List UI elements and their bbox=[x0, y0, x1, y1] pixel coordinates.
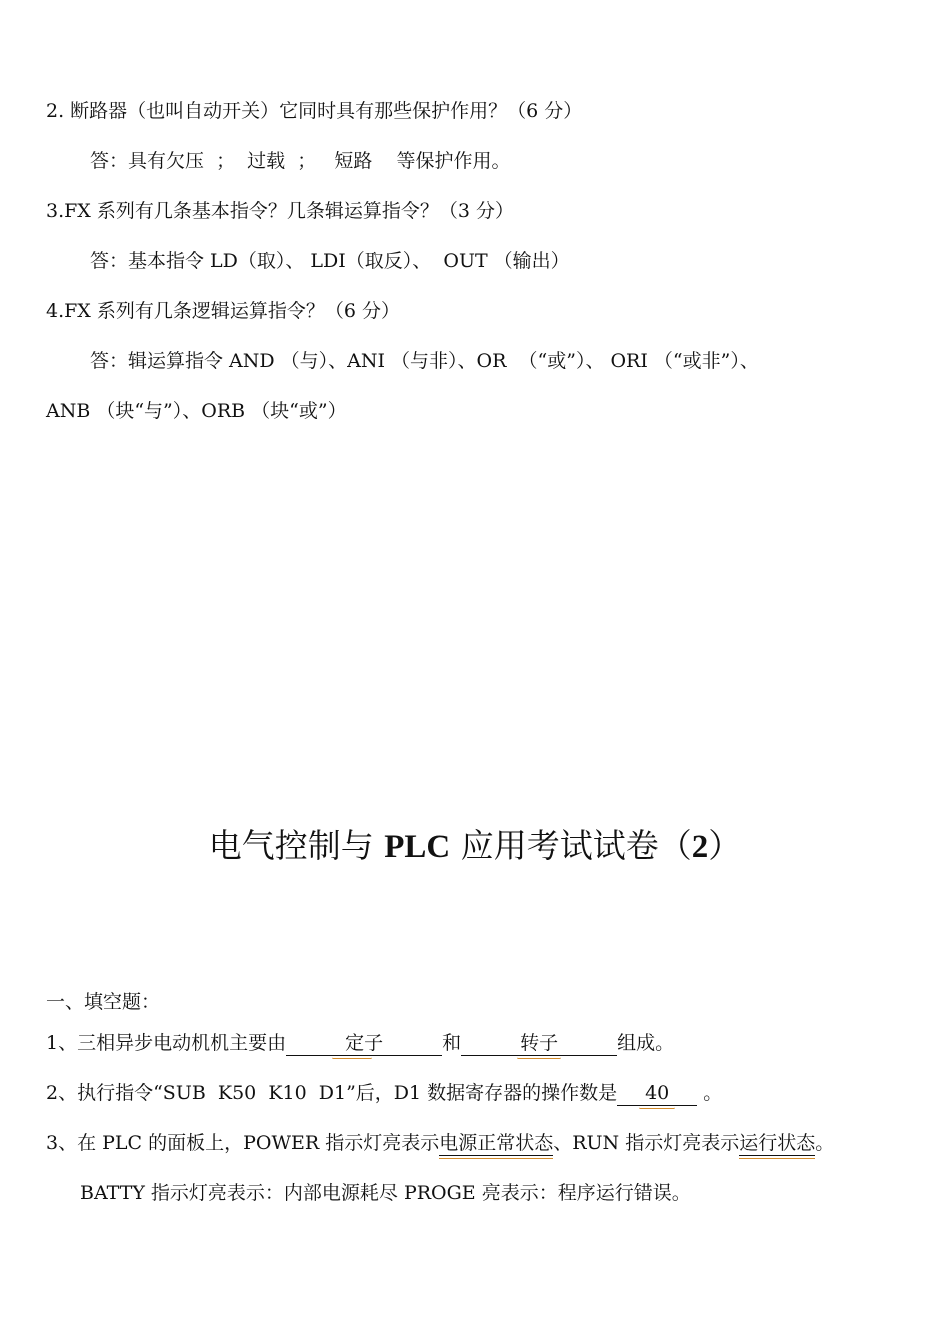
fill-blank-rotor bbox=[461, 1031, 617, 1056]
fill-item-3-text: 3、在 PLC 的面板上，POWER 指示灯亮表示 bbox=[46, 1132, 440, 1154]
fill-blank-operand-text: 40 bbox=[645, 1082, 670, 1104]
fill-item-3-post: 。 bbox=[815, 1132, 835, 1154]
fill-item-3-mid: 、RUN 指示灯亮表示 bbox=[553, 1132, 740, 1154]
fill-item-1-text: 1、三相异步电动机机主要由 bbox=[46, 1032, 287, 1054]
answer-4-line2: ANB （块“与”）、ORB （块“或”） bbox=[46, 400, 347, 422]
answer-3: 答：基本指令 LD（取）、 LDI（取反）、 OUT （输出） bbox=[90, 250, 570, 272]
section-heading: 一、填空题： bbox=[46, 991, 161, 1013]
title-number: 2 bbox=[691, 829, 709, 865]
fill-item-1-mid: 和 bbox=[442, 1032, 462, 1054]
fill-item-1-post: 组成。 bbox=[617, 1032, 675, 1054]
fill-item-1 bbox=[46, 1031, 674, 1056]
fill-blank-power-text: 电源正常状态 bbox=[439, 1132, 554, 1154]
title-plc: PLC bbox=[384, 829, 451, 865]
question-2: 2. 断路器（也叫自动开关）它同时具有那些保护作用？（6 分） bbox=[46, 100, 583, 122]
question-4: 4.FX 系列有几条逻辑运算指令？（6 分） bbox=[46, 300, 401, 322]
fill-blank-rotor-text: 转子 bbox=[520, 1032, 559, 1054]
fill-item-2 bbox=[46, 1081, 722, 1106]
fill-blank-stator-text: 定子 bbox=[345, 1032, 384, 1054]
fill-blank-run bbox=[739, 1131, 815, 1156]
fill-item-2-post: 。 bbox=[697, 1082, 723, 1104]
fill-blank-power bbox=[439, 1131, 553, 1156]
fill-blank-run-text: 运行状态 bbox=[739, 1132, 816, 1154]
fill-item-3-line2: BATTY 指示灯亮表示：内部电源耗尽 PROGE 亮表示：程序运行错误。 bbox=[80, 1182, 691, 1204]
question-3: 3.FX 系列有几条基本指令？几条辑运算指令？（3 分） bbox=[46, 200, 515, 222]
exam-title bbox=[0, 824, 950, 869]
fill-blank-operand bbox=[617, 1081, 697, 1106]
title-middle: 应用考试试卷（ bbox=[450, 826, 692, 865]
answer-4-line1: 答：辑运算指令 AND （与）、ANI （与非）、OR （“或”）、 ORI （“或非”）、 bbox=[90, 350, 759, 372]
fill-blank-stator bbox=[286, 1031, 442, 1056]
title-suffix: ） bbox=[708, 826, 742, 865]
title-prefix: 电气控制与 bbox=[208, 826, 385, 865]
fill-item-2-text: 2、执行指令“SUB K50 K10 D1”后，D1 数据寄存器的操作数是 bbox=[46, 1082, 618, 1104]
answer-2: 答：具有欠压 ； 过载 ； 短路 等保护作用。 bbox=[90, 150, 511, 172]
fill-item-3 bbox=[46, 1131, 834, 1156]
